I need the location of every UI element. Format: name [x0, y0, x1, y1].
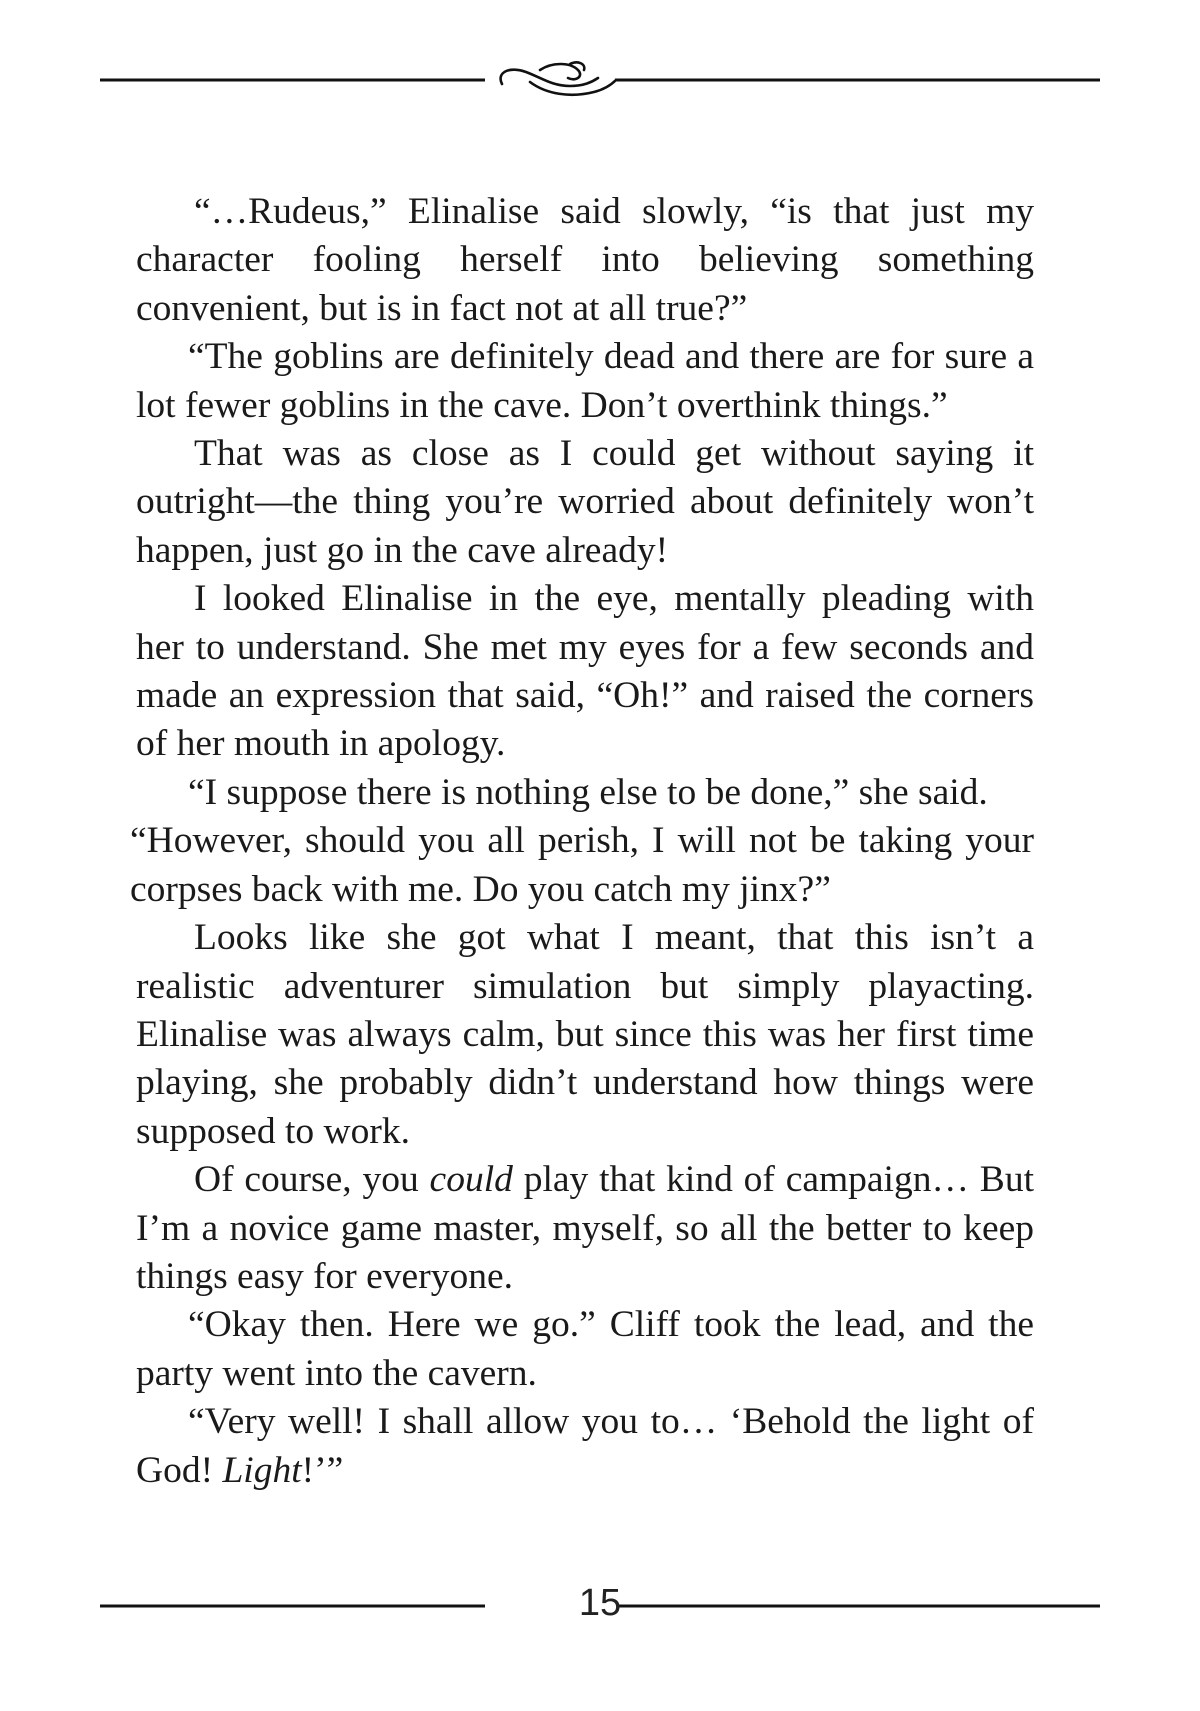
paragraph [136, 914, 1034, 1156]
text-run: I looked Elinalise in the eye, mentally pleading with her to understand. She met my eyes for a few seconds and made an expression that said, “Oh!” and raised the corners of her mouth in apology. [136, 578, 1034, 765]
paragraph [136, 430, 1034, 575]
text-run: !’” [301, 1449, 344, 1491]
flourish-icon [501, 62, 616, 94]
page-footer [100, 1578, 1100, 1628]
text-run: “I suppose there is nothing else to be done,” she said. [188, 771, 988, 813]
header-ornament-rule [100, 60, 1100, 100]
text-run: That was as close as I could get without saying it outright—the thing you’re worried about definitely won’t happen, just go in the cave already! [136, 433, 1034, 571]
paragraph [136, 769, 1034, 817]
text-run: “The goblins are definitely dead and there are for sure a lot fewer goblins in the cave. Don’t overthink things.” [136, 336, 1034, 426]
page-number: 15 [578, 1582, 622, 1624]
paragraph [136, 1301, 1034, 1398]
paragraph [136, 1156, 1034, 1301]
paragraph [136, 1398, 1034, 1495]
paragraph [136, 333, 1034, 430]
text-run: “However, should you all perish, I will not be taking your corpses back with me. Do you catch my jinx?” [130, 820, 1034, 910]
paragraph [130, 817, 1034, 914]
text-run: “Okay then. Here we go.” Cliff took the lead, and the party went into the cavern. [136, 1304, 1034, 1394]
text-run: play that kind of campaign… But I’m a novice game master, myself, so all the better to keep things easy for everyone. [136, 1159, 1034, 1297]
text-run: “…Rudeus,” Elinalise said slowly, “is that just my character fooling herself into believing something convenient, but is in fact not at all true?” [136, 191, 1034, 329]
page-body-text [130, 188, 1034, 1495]
italic-text: could [429, 1159, 513, 1201]
text-run: Looks like she got what I meant, that this isn’t a realistic adventurer simulation but simply playacting. Elinalise was always calm, but since this was her first time playing, she probably didn’t understand how things were supposed to work. [136, 917, 1034, 1152]
text-run: “Very well! I shall allow you to… ‘Behold the light of God! [136, 1401, 1034, 1491]
paragraph [136, 188, 1034, 333]
text-run: Of course, you [194, 1159, 430, 1201]
paragraph [136, 575, 1034, 769]
italic-text: Light [222, 1449, 302, 1491]
